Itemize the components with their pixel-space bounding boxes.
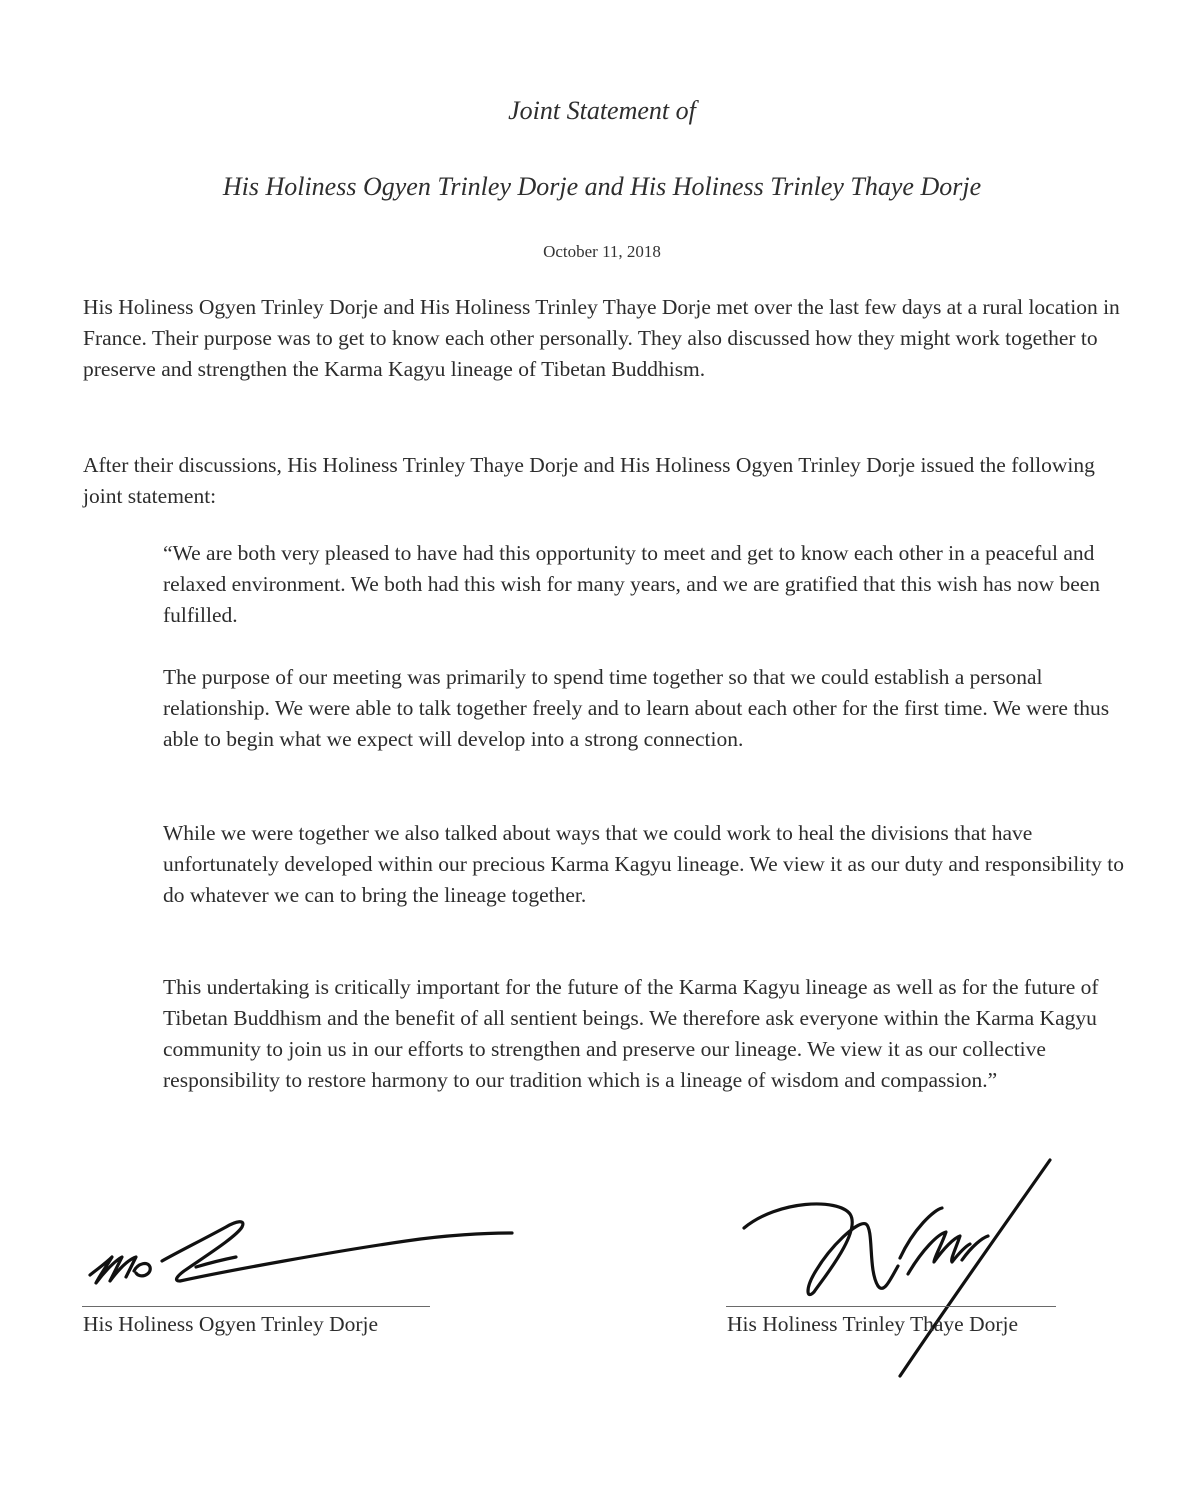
quote-paragraph: While we were together we also talked about ways that we could work to heal the divisions that have unfortunately developed within our precious Karma Kagyu lineage. We view it as our duty and responsibility to do whatever we can to bring the lineage together.	[163, 821, 1124, 907]
quote-paragraph: The purpose of our meeting was primarily to spend time together so that we could establish a personal relationship. We were able to talk together freely and to learn about each other for the first time. We were thus able to begin what we expect will develop into a strong connection.	[163, 665, 1110, 751]
statement-intro-paragraph: After their discussions, His Holiness Trinley Thaye Dorje and His Holiness Ogyen Trinley Dorje issued the following joint statement:	[83, 453, 1095, 508]
signatory-name-right: His Holiness Trinley Thaye Dorje	[727, 1312, 1019, 1336]
document-title: Joint Statement of	[508, 96, 696, 125]
signature-left-image	[76, 1205, 526, 1315]
quote-paragraph: This undertaking is critically important for the future of the Karma Kagyu lineage as well as for the future of Tibetan Buddhism and the benefit of all sentient beings. We therefore ask everyone within the Karma Kagyu community to join us in our efforts to strengthen and preserve our lineage. We view it as our collective responsibility to restore harmony to our tradition which is a lineage of wisdom and compassion.”	[163, 975, 1099, 1092]
intro-paragraph: His Holiness Ogyen Trinley Dorje and His Holiness Trinley Thaye Dorje met over the last few days at a rural location in France. Their purpose was to get to know each other personally. They also discussed how they might work together to preserve and strengthen the Karma Kagyu lineage of Tibetan Buddhism.	[83, 295, 1120, 381]
document-date: October 11, 2018	[543, 242, 661, 261]
signature-line-right	[726, 1306, 1056, 1307]
quote-paragraph: “We are both very pleased to have had this opportunity to meet and get to know each other in a peaceful and relaxed environment. We both had this wish for many years, and we are gratified that this wish has now been fulfilled.	[163, 541, 1101, 627]
signatory-name-left: His Holiness Ogyen Trinley Dorje	[83, 1312, 379, 1336]
document-subtitle: His Holiness Ogyen Trinley Dorje and His Holiness Trinley Thaye Dorje	[222, 172, 982, 201]
signature-right-image	[738, 1150, 1088, 1380]
signature-line-left	[82, 1306, 430, 1307]
